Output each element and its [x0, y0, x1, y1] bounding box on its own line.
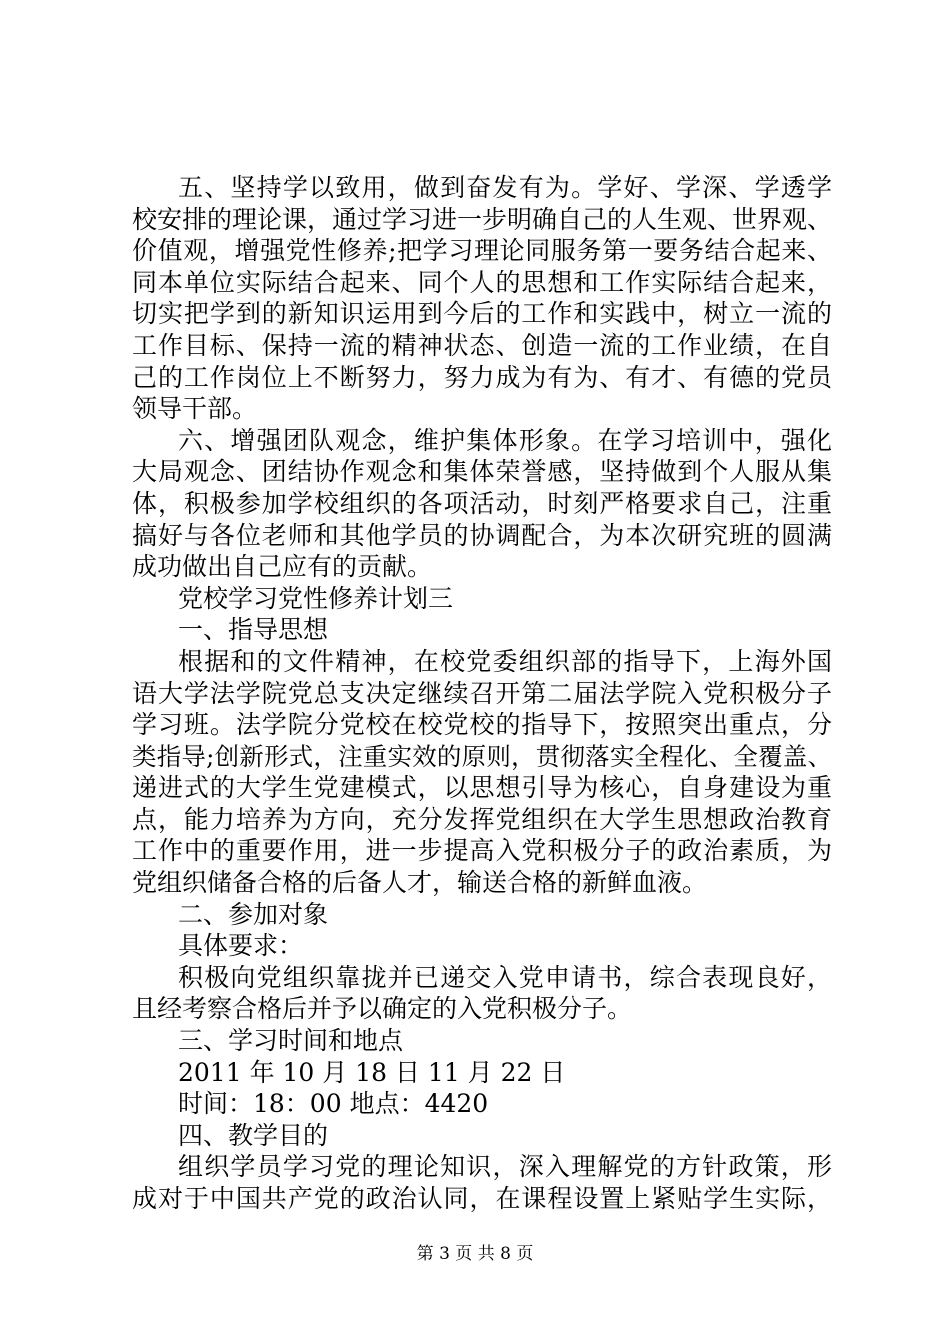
text-line: 工作目标、保持一流的精神状态、创造一流的工作业绩，在自 — [132, 330, 832, 360]
text-line: 党组织储备合格的后备人才，输送合格的新鲜血液。 — [132, 868, 708, 898]
document-body — [132, 172, 832, 1215]
text-line: 积极向党组织靠拢并已递交入党申请书，综合表现良好， — [178, 962, 832, 992]
text-line: 工作中的重要作用，进一步提高入党积极分子的政治素质，为 — [132, 836, 832, 866]
text-line: 大局观念、团结协作观念和集体荣誉感，坚持做到个人服从集 — [132, 457, 832, 487]
page-footer: 第 3 页 共 8 页 — [416, 1244, 534, 1264]
text-line: 六、增强团队观念，维护集体形象。在学习培训中，强化 — [178, 425, 832, 455]
text-line: 领导干部。 — [132, 394, 258, 424]
text-line: 价值观，增强党性修养;把学习理论同服务第一要务结合起来、 — [132, 236, 832, 266]
text-line: 成功做出自己应有的贡献。 — [132, 552, 433, 582]
text-line: 四、教学目的 — [178, 1120, 329, 1150]
text-line: 切实把学到的新知识运用到今后的工作和实践中，树立一流的 — [132, 299, 832, 329]
text-line: 三、学习时间和地点 — [178, 1026, 404, 1056]
text-line: 己的工作岗位上不断努力，努力成为有为、有才、有德的党员 — [132, 362, 832, 392]
text-line: 时间：18：00 地点：4420 — [178, 1089, 489, 1119]
text-line: 语大学法学院党总支决定继续召开第二届法学院入党积极分子 — [132, 678, 832, 708]
text-line: 具体要求： — [178, 931, 304, 961]
text-line: 二、参加对象 — [178, 899, 329, 929]
text-line: 成对于中国共产党的政治认同，在课程设置上紧贴学生实际， — [132, 1184, 832, 1213]
text-line: 同本单位实际结合起来、同个人的思想和工作实际结合起来， — [132, 267, 832, 297]
text-line: 体，积极参加学校组织的各项活动，时刻严格要求自己，注重 — [132, 488, 832, 518]
text-line: 党校学习党性修养计划三 — [178, 583, 454, 613]
text-line: 一、指导思想 — [178, 615, 329, 645]
text-line: 点，能力培养为方向，充分发挥党组织在大学生思想政治教育 — [132, 804, 832, 834]
text-line: 2011 年 10 月 18 日 11 月 22 日 — [178, 1057, 566, 1087]
text-line: 组织学员学习党的理论知识，深入理解党的方针政策，形 — [178, 1152, 832, 1182]
text-line: 且经考察合格后并予以确定的入党积极分子。 — [132, 994, 633, 1024]
text-line: 学习班。法学院分党校在校党校的指导下，按照突出重点，分 — [132, 710, 832, 740]
text-line: 类指导;创新形式，注重实效的原则，贯彻落实全程化、全覆盖、 — [132, 741, 832, 771]
text-line: 根据和的文件精神，在校党委组织部的指导下，上海外国 — [178, 646, 832, 676]
text-line: 递进式的大学生党建模式，以思想引导为核心，自身建设为重 — [132, 773, 832, 803]
text-line: 五、坚持学以致用，做到奋发有为。学好、学深、学透学 — [178, 173, 832, 202]
text-line: 校安排的理论课，通过学习进一步明确自己的人生观、世界观、 — [132, 204, 832, 234]
text-line: 搞好与各位老师和其他学员的协调配合，为本次研究班的圆满 — [132, 520, 832, 550]
